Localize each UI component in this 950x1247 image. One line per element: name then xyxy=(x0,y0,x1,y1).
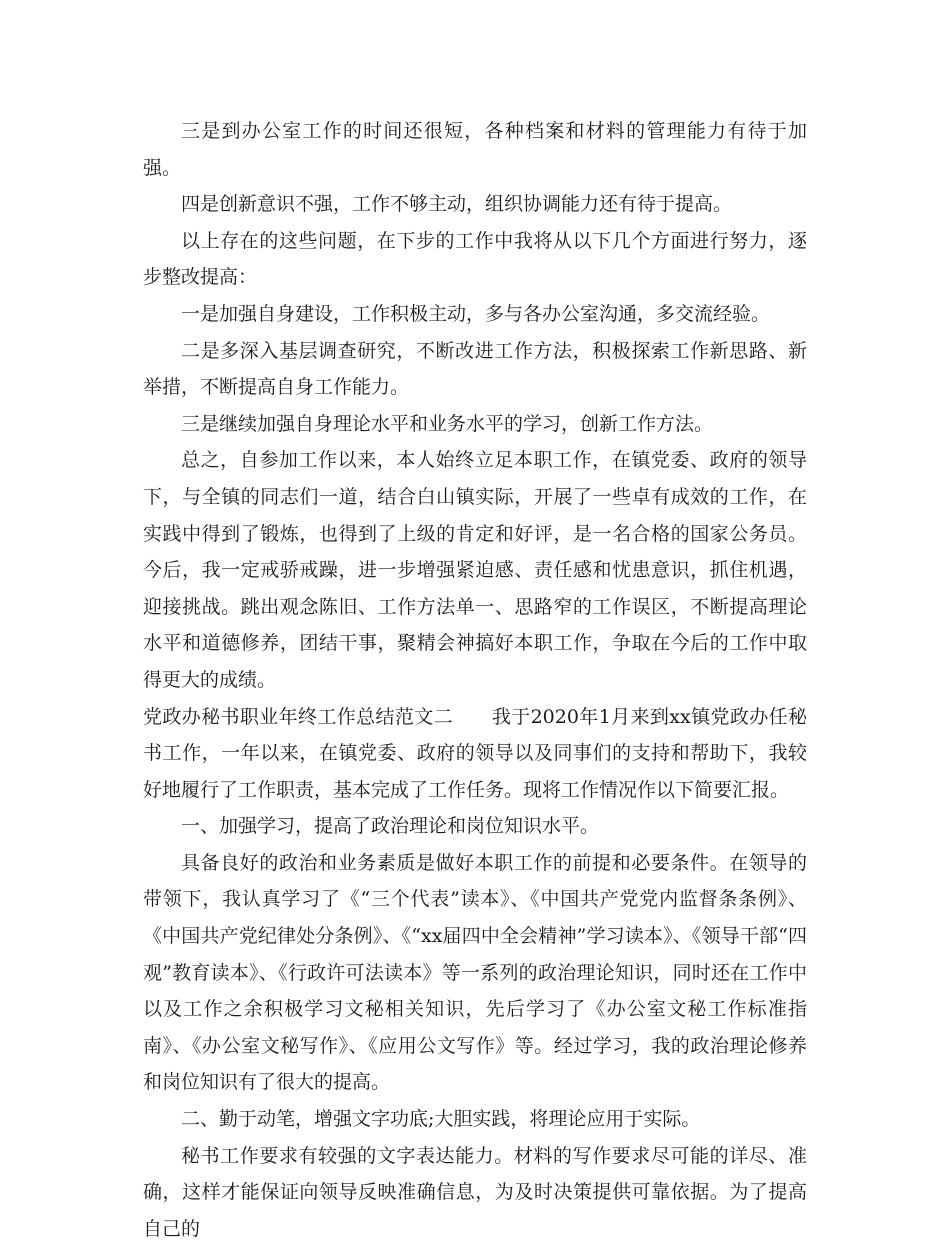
paragraph-9-heading: 一、加强学习，提高了政治理论和岗位知识水平。 xyxy=(181,815,600,838)
paragraph-12: 秘书工作要求有较强的文字表达能力。材料的写作要求尽可能的详尽、准确，这样才能保证向领导反映准确信息，为及时决策提供可靠依据。为了提高自己的 xyxy=(143,1144,807,1240)
paragraph-6: 三是继续加强自身理论水平和业务水平的学习，创新工作方法。 xyxy=(181,412,714,435)
paragraph-4: 一是加强自身建设，工作积极主动，多与各办公室沟通，多交流经验。 xyxy=(181,302,771,325)
paragraph-11-heading: 二、勤于动笔，增强文字功底;大胆实践，将理论应用于实际。 xyxy=(181,1108,701,1131)
document-body xyxy=(143,113,807,1247)
paragraph-5: 二是多深入基层调查研究，不断改进工作方法，积极探索工作新思路、新举措，不断提高自身工作能力。 xyxy=(143,339,807,399)
paragraph-2: 四是创新意识不强，工作不够主动，组织协调能力还有待于提高。 xyxy=(181,193,733,216)
paragraph-3: 以上存在的这些问题，在下步的工作中我将从以下几个方面进行努力，逐步整改提高： xyxy=(143,229,807,289)
paragraph-10: 具备良好的政治和业务素质是做好本职工作的前提和必要条件。在领导的带领下，我认真学习了《“三个代表”读本》、《中国共产党党内监督条条例》、《中国共产党纪律处分条例》、《“xx届四中全会精神”学习读本》、《领导干部“四观”教育读本》、《行政许可法读本》等一系列的政治理论知识，同时还在工作中以及工作之余积极学习文秘相关知识，先后学习了《办公室文秘工作标准指南》、《办公室文秘写作》、《应用公文写作》等。经过学习，我的政治理论修养和岗位知识有了很大的提高。 xyxy=(143,851,807,1094)
paragraph-7: 总之，自参加工作以来，本人始终立足本职工作，在镇党委、政府的领导下，与全镇的同志们一道，结合白山镇实际，开展了一些卓有成效的工作，在实践中得到了锻炼，也得到了上级的肯定和好评，是一名合格的国家公务员。今后，我一定戒骄戒躁，进一步增强紧迫感、责任感和忧患意识，抓住机遇，迎接挑战。跳出观念陈旧、工作方法单一、思路窄的工作误区，不断提高理论水平和道德修养，团结干事，聚精会神搞好本职工作，争取在今后的工作中取得更大的成绩。 xyxy=(143,449,807,691)
paragraph-1: 三是到办公室工作的时间还很短，各种档案和材料的管理能力有待于加强。 xyxy=(143,120,807,179)
paragraph-8-section-title: 党政办秘书职业年终工作总结范文二 我于2020年1月来到xx镇党政办任秘书工作，一年以来，在镇党委、政府的领导以及同事们的支持和帮助下，我较好地履行了工作职责，基本完成了工作任务。现将工作情况作以下简要汇报。 xyxy=(143,705,807,801)
